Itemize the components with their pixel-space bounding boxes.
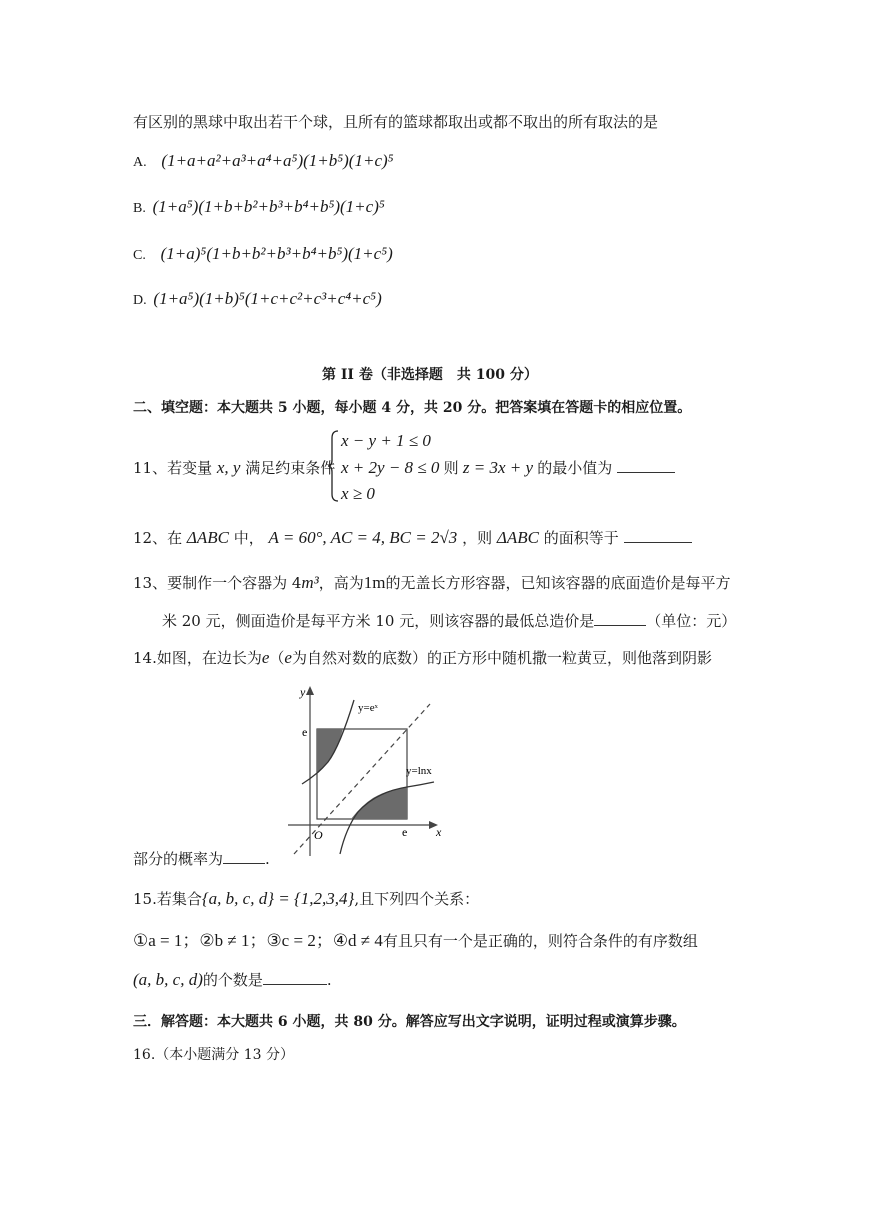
label-e-x: e xyxy=(402,825,408,839)
q13-unit-2: 1m xyxy=(363,573,386,592)
q14-line-1 xyxy=(133,648,712,668)
q14-line2: 部分的概率为 xyxy=(133,850,224,868)
q15-line3-end: . xyxy=(326,971,332,989)
section2-header: 二、填空题：本大题共 5 小题，每小题 4 分，共 20 分。把答案填在答题卡的相应位置。 xyxy=(133,400,692,416)
label-x: x xyxy=(436,825,442,839)
option-a-label: A. xyxy=(133,155,147,170)
q12-line xyxy=(133,528,692,548)
q14-e-2: e xyxy=(284,648,292,667)
q12-condition: A = 60°, AC = 4, BC = 2√3 xyxy=(268,528,458,547)
option-b-expr: (1+a⁵)(1+b+b²+b³+b⁴+b⁵)(1+c)⁵ xyxy=(152,197,385,216)
q13-line1a: 13、要制作一个容器为 4 xyxy=(133,574,302,592)
q11-vars: x, y xyxy=(216,458,241,477)
q11-target: z = 3x + y xyxy=(462,458,534,477)
q11-constraint-2-text: x + 2y − 8 ≤ 0 xyxy=(341,458,440,477)
y-axis-arrow-icon xyxy=(306,686,314,695)
q11-then: 则 xyxy=(443,459,459,477)
option-c xyxy=(133,244,393,266)
label-o: O xyxy=(314,828,323,842)
q13-answer-blank xyxy=(594,611,646,626)
q15-line1b: ,且下列四个关系： xyxy=(354,890,480,908)
q15-line-3 xyxy=(133,970,332,990)
q11-mid: 满足约束条件 xyxy=(245,459,336,477)
intro-line: 有区别的黑球中取出若干个球，且所有的篮球都取出或都不取出的所有取法的是 xyxy=(133,113,659,131)
q11-constraint-2 xyxy=(341,457,675,478)
q15-line2b: 有且只有一个是正确的，则符合条件的有序数组 xyxy=(382,932,698,950)
q15-line-2 xyxy=(133,931,698,951)
label-y: y xyxy=(300,685,306,699)
q15-answer-blank xyxy=(263,970,327,985)
label-e-y: e xyxy=(302,725,308,739)
option-a-expr: (1+a+a²+a³+a⁴+a⁵)(1+b⁵)(1+c)⁵ xyxy=(161,151,394,170)
q14-line2-end: . xyxy=(265,850,270,868)
q15-tuple: (a, b, c, d) xyxy=(133,970,203,989)
option-d-label: D. xyxy=(133,293,147,308)
label-curve-ln: y=lnx xyxy=(406,765,432,777)
option-d xyxy=(133,289,382,311)
q12-mid: 中， xyxy=(233,529,264,547)
q14-line1b: （ xyxy=(269,649,285,667)
section3-header: 三．解答题：本大题共 6 小题，共 80 分。解答应写出文字说明，证明过程或演算步骤。 xyxy=(133,1014,686,1030)
option-c-expr: (1+a)⁵(1+b+b²+b³+b⁴+b⁵)(1+c⁵) xyxy=(160,244,393,263)
label-curve-exp: y=eˣ xyxy=(358,702,378,714)
q12-prefix: 12、在 xyxy=(133,529,183,547)
option-c-label: C. xyxy=(133,248,146,263)
q13-line-2 xyxy=(162,611,736,631)
q11-prefix: 11、若变量 xyxy=(133,459,213,477)
q13-line2a: 米 20 元，侧面造价是每平方米 10 元，则该容器的最低总造价是 xyxy=(162,612,595,630)
q15-set: {a, b, c, d} = {1,2,3,4} xyxy=(201,889,355,908)
option-b xyxy=(133,197,385,219)
q15-line3b: 的个数是 xyxy=(202,971,263,989)
q13-line-1 xyxy=(133,573,731,593)
q14-line1a: 14.如图，在边长为 xyxy=(133,649,262,667)
shaded-region-top xyxy=(317,729,343,774)
q16-title: 16.（本小题满分 13 分） xyxy=(133,1047,294,1063)
q14-e-1: e xyxy=(261,648,270,667)
q14-line1c: 为自然对数的底数）的正方形中随机撒一粒黄豆，则他落到阴影 xyxy=(291,649,712,667)
q11-answer-blank xyxy=(617,458,675,473)
q15-line1a: 15.若集合 xyxy=(133,890,202,908)
option-b-label: B. xyxy=(133,201,146,216)
part2-title: 第 II 卷（非选择题 共 100 分） xyxy=(322,367,538,383)
q11-suffix: 的最小值为 xyxy=(537,459,613,477)
q15-line-1 xyxy=(133,889,479,909)
q12-triangle-2: ΔABC xyxy=(496,528,539,547)
option-d-expr: (1+a⁵)(1+b)⁵(1+c+c²+c³+c⁴+c⁵) xyxy=(153,289,382,308)
q11-constraint-3: x ≥ 0 xyxy=(341,484,375,503)
q13-unit-1: m³ xyxy=(301,573,319,592)
q14-figure xyxy=(280,684,450,859)
option-a xyxy=(133,151,394,173)
q13-line1c: 的无盖长方形容器，已知该容器的底面造价是每平方 xyxy=(385,574,731,592)
q11-constraint-1: x − y + 1 ≤ 0 xyxy=(341,431,431,450)
q12-triangle: ΔABC xyxy=(186,528,229,547)
q12-then: ，则 xyxy=(462,529,493,547)
q12-answer-blank xyxy=(624,528,692,543)
q13-line2b: （单位：元） xyxy=(646,612,737,630)
q11-brace xyxy=(327,430,339,502)
shaded-region-bottom xyxy=(351,787,407,819)
q11-line xyxy=(133,458,335,478)
q13-line1b: ，高为 xyxy=(318,574,364,592)
q12-suffix: 的面积等于 xyxy=(543,529,619,547)
q14-answer-blank xyxy=(223,849,265,864)
q15-relations: ①a = 1；②b ≠ 1；③c = 2；④d ≠ 4 xyxy=(133,931,383,950)
q14-line-2 xyxy=(133,849,270,869)
